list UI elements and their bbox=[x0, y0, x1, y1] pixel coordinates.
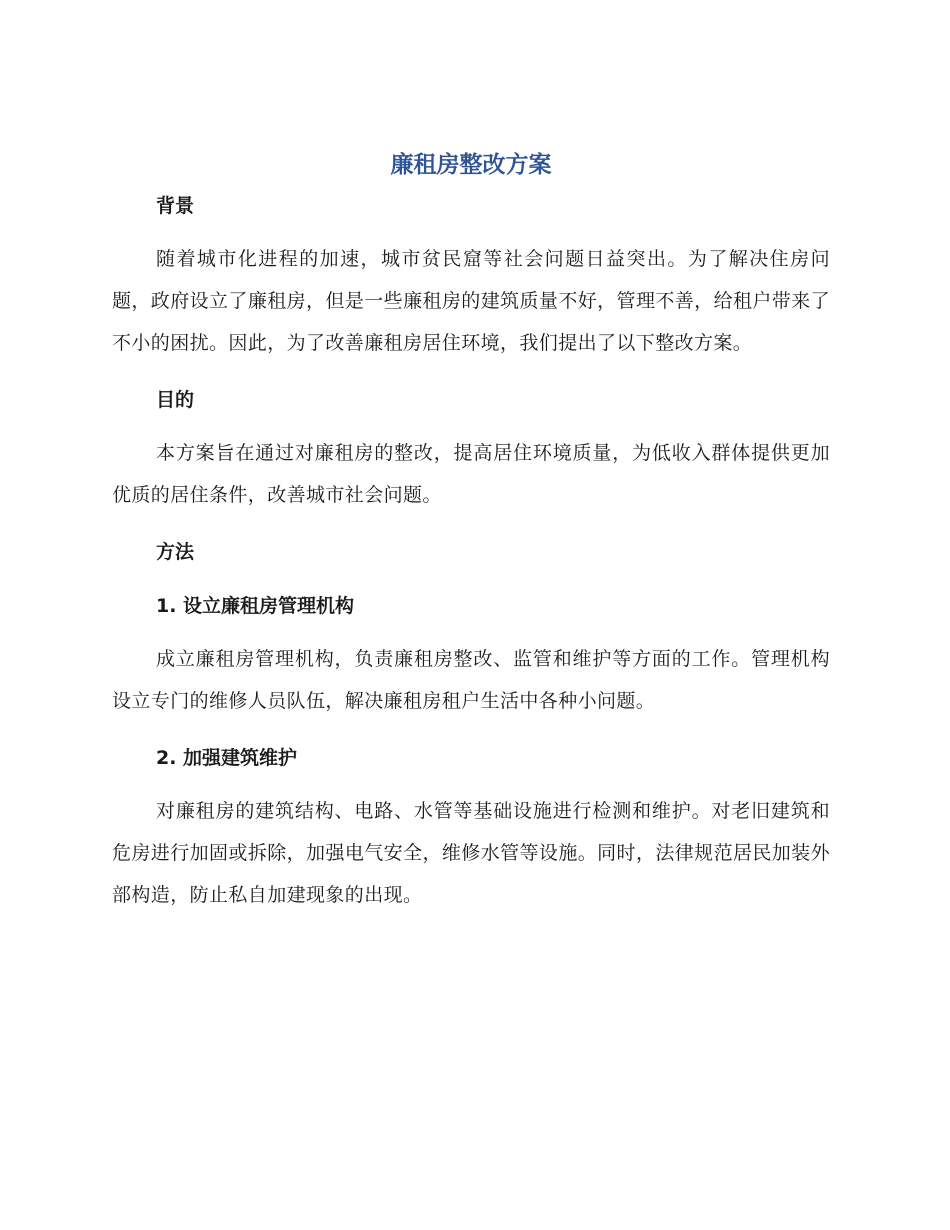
spacer bbox=[112, 568, 830, 590]
spacer bbox=[112, 416, 830, 432]
spacer bbox=[112, 516, 830, 536]
background-paragraph: 随着城市化进程的加速，城市贫民窟等社会问题日益突出。为了解决住房问题，政府设立了廉租房，但是一些廉租房的建筑质量不好，管理不善，给租户带来了不小的困扰。因此，为了改善廉租房居住环境，我们提出了以下整改方案。 bbox=[112, 248, 830, 354]
method-item-paragraph-2: 对廉租房的建筑结构、电路、水管等基础设施进行检测和维护。对老旧建筑和危房进行加固或拆除，加强电气安全，维修水管等设施。同时，法律规范居民加装外部构造，防止私自加建现象的出现。 bbox=[112, 800, 830, 906]
method-item-paragraph-1: 成立廉租房管理机构，负责廉租房整改、监管和维护等方面的工作。管理机构设立专门的维修人员队伍，解决廉租房租户生活中各种小问题。 bbox=[112, 648, 830, 712]
spacer bbox=[112, 774, 830, 790]
spacer bbox=[112, 364, 830, 384]
document-title: 廉租房整改方案 bbox=[390, 152, 552, 178]
spacer bbox=[112, 622, 830, 638]
spacer bbox=[112, 722, 830, 742]
section-heading-purpose: 目的 bbox=[156, 389, 195, 411]
document-body bbox=[112, 140, 830, 916]
purpose-paragraph: 本方案旨在通过对廉租房的整改，提高居住环境质量，为低收入群体提供更加优质的居住条件，改善城市社会问题。 bbox=[112, 442, 830, 506]
method-item-heading-2: 2. 加强建筑维护 bbox=[156, 747, 298, 769]
spacer bbox=[112, 222, 830, 238]
method-item-heading-1: 1. 设立廉租房管理机构 bbox=[156, 595, 355, 617]
section-heading-background: 背景 bbox=[156, 195, 195, 217]
section-heading-method: 方法 bbox=[156, 541, 195, 563]
